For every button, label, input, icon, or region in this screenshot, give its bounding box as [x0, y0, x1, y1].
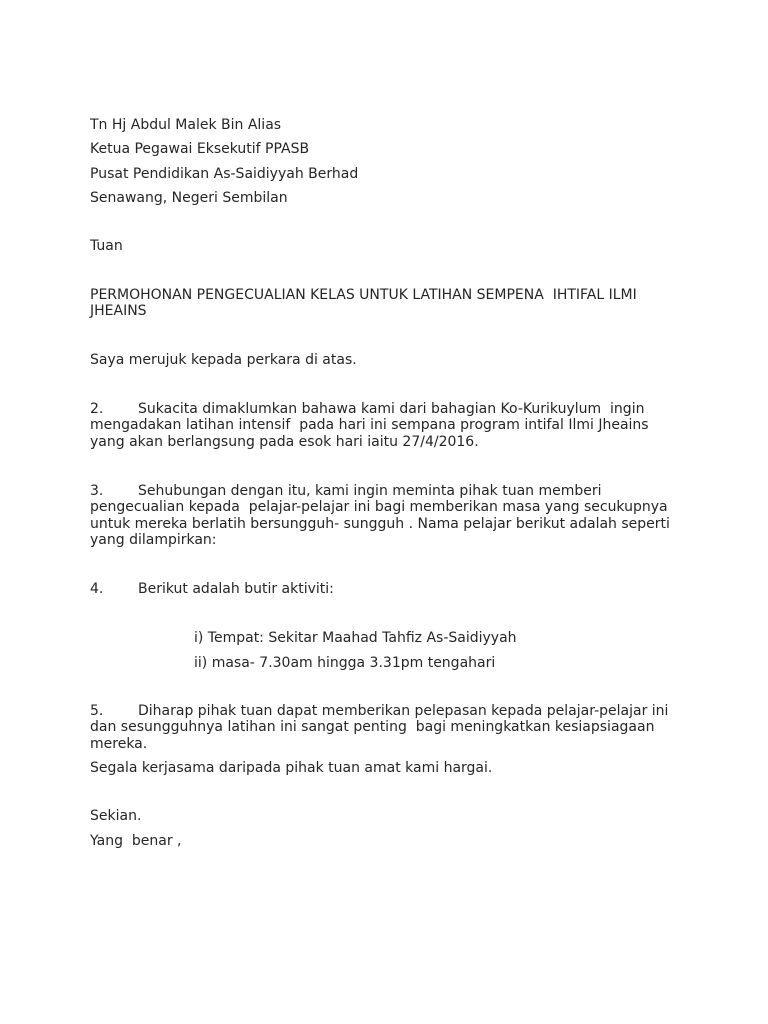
paragraph-4-number: 4. [90, 581, 104, 597]
paragraph-5-line-3: mereka. [90, 736, 148, 752]
closing-yang-benar: Yang benar , [90, 833, 182, 849]
recipient-location: Senawang, Negeri Sembilan [90, 190, 288, 206]
activity-time: ii) masa- 7.30am hingga 3.31pm tengahari [194, 655, 496, 671]
paragraph-4-text: Berikut adalah butir aktiviti: [138, 581, 334, 597]
salutation: Tuan [90, 238, 123, 254]
recipient-position: Ketua Pegawai Eksekutif PPASB [90, 141, 310, 157]
paragraph-3-line-3: untuk mereka berlatih bersungguh- sungguh . Nama pelajar berikut adalah seperti [90, 516, 670, 532]
paragraph-3-line-4: yang dilampirkan: [90, 532, 217, 548]
paragraph-2-line-1 [90, 401, 644, 417]
paragraph-3-line-2: pengecualian kepada pelajar-pelajar ini bagi memberikan masa yang secukupnya [90, 499, 668, 515]
paragraph-5-line-2: dan sesungguhnya latihan ini sangat penting bagi meningkatkan kesiapsiagaan [90, 719, 655, 735]
activity-place: i) Tempat: Sekitar Maahad Tahfiz As-Saidiyyah [194, 630, 517, 646]
paragraph-3-text-1: Sehubungan dengan itu, kami ingin meminta pihak tuan memberi [138, 483, 602, 499]
reference-text: Saya merujuk kepada perkara di atas. [90, 352, 357, 368]
closing-sekian: Sekian. [90, 808, 142, 824]
recipient-organization: Pusat Pendidikan As-Saidiyyah Berhad [90, 166, 359, 182]
subject-line-1: PERMOHONAN PENGECUALIAN KELAS UNTUK LATIHAN SEMPENA IHTIFAL ILMI [90, 287, 637, 303]
paragraph-2-line-3: yang akan berlangsung pada esok hari iaitu 27/4/2016. [90, 434, 479, 450]
paragraph-2-number: 2. [90, 401, 104, 417]
recipient-name: Tn Hj Abdul Malek Bin Alias [90, 117, 282, 133]
subject-line-2: JHEAINS [90, 303, 147, 319]
paragraph-2-line-2: mengadakan latihan intensif pada hari ini sempana program intifal Ilmi Jheains [90, 417, 649, 433]
thanks-text: Segala kerjasama daripada pihak tuan amat kami hargai. [90, 760, 493, 776]
paragraph-3-line-1 [90, 483, 602, 499]
paragraph-5-line-1 [90, 703, 668, 719]
paragraph-2-text-1: Sukacita dimaklumkan bahawa kami dari bahagian Ko-Kurikuylum ingin [138, 401, 645, 417]
paragraph-4-line-1 [90, 581, 334, 597]
paragraph-3-number: 3. [90, 483, 104, 499]
paragraph-5-number: 5. [90, 703, 104, 719]
paragraph-5-text-1: Diharap pihak tuan dapat memberikan pelepasan kepada pelajar-pelajar ini [138, 703, 669, 719]
